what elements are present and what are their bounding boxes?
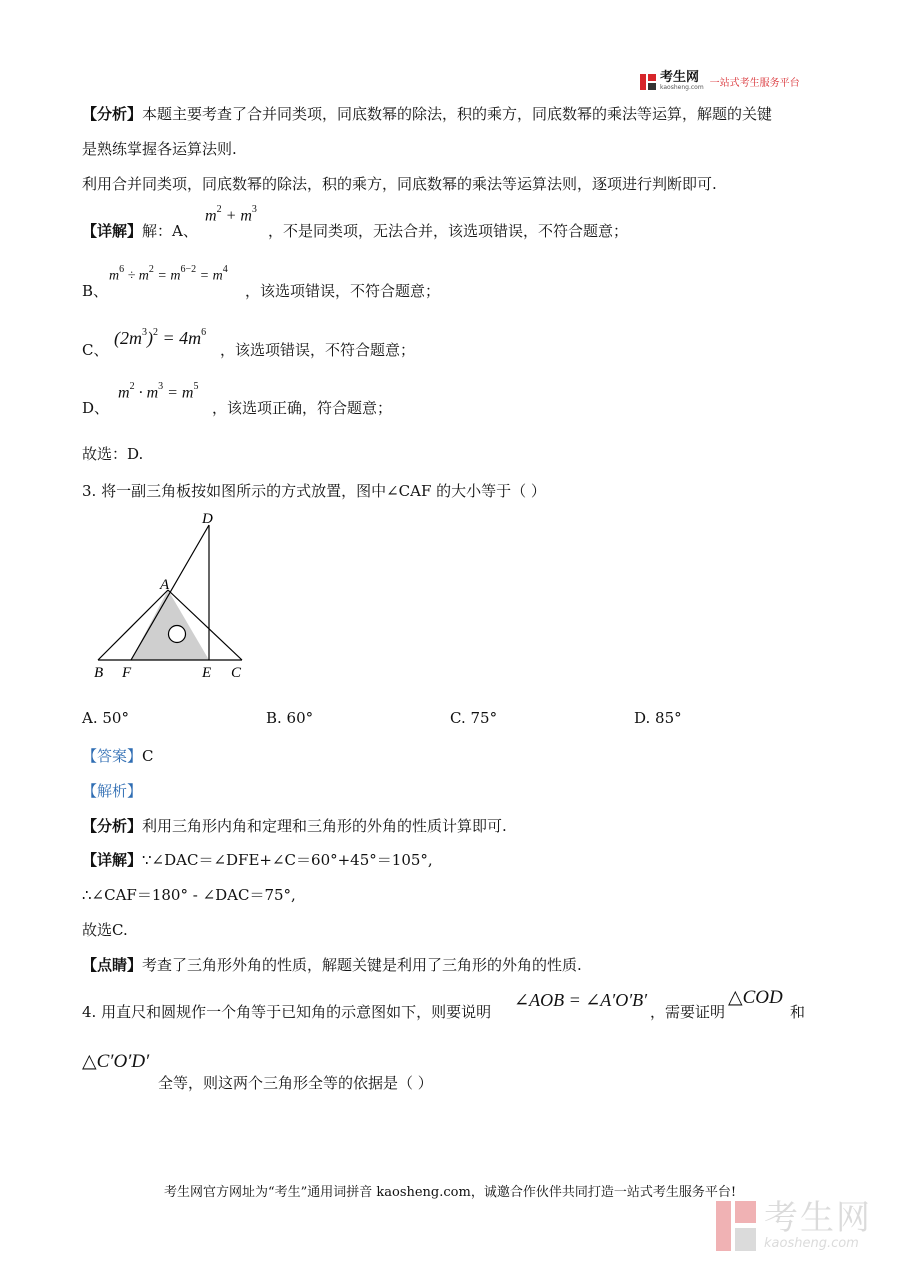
q4-formula-angle: ∠AOB = ∠A′O′B′ bbox=[514, 990, 648, 1010]
label-b: B bbox=[94, 665, 104, 681]
q2-formula-b: $m^6 \div m^2 = m^{6-2} = m^4$ bbox=[109, 264, 228, 284]
q2-b-label: B、 bbox=[82, 282, 109, 300]
label-c: C bbox=[231, 665, 242, 681]
q2-d-text: ，该选项正确，符合题意； bbox=[212, 399, 393, 417]
q2-analysis-line3: 利用合并同类项，同底数幂的除法，积的乘方，同底数幂的乘法等运算法则，逐项进行判断即可. bbox=[82, 175, 717, 193]
q3-explain-tag: 【解析】 bbox=[82, 782, 143, 800]
q4-formula-cod-prime: △C′O′D′ bbox=[82, 1051, 150, 1072]
q2-detail-prefix: 解：A、 bbox=[142, 222, 198, 240]
footer-text: 考生网官方网址为“考生”通用词拼音 kaosheng.com，诚邀合作伙伴共同打造一站式考生服务平台! bbox=[163, 1185, 737, 1200]
shaded-triangle bbox=[131, 590, 209, 660]
q2-a-text: ，不是同类项，无法合并，该选项错误，不符合题意； bbox=[268, 222, 629, 240]
q3-comment-tag: 【点睛】 bbox=[82, 956, 143, 974]
q2-d-label: D、 bbox=[82, 399, 110, 417]
q2-c-label: C、 bbox=[82, 341, 109, 359]
label-d: D bbox=[202, 511, 213, 527]
q2-c-text: ，该选项错误，不符合题意； bbox=[220, 341, 416, 359]
watermark-name: 考生网 bbox=[764, 1198, 872, 1238]
label-f: F bbox=[122, 665, 132, 681]
q3-option-b: B. 60° bbox=[266, 709, 314, 727]
logo-name: 考生网 bbox=[660, 70, 700, 85]
q2-analysis-line1 bbox=[82, 103, 772, 124]
watermark-icon bbox=[716, 1201, 756, 1251]
q3-figure bbox=[90, 505, 255, 685]
q4-formula-cod: △COD bbox=[728, 987, 783, 1008]
q2-choice: 故选：D. bbox=[82, 445, 144, 463]
triangle-hole bbox=[169, 626, 186, 643]
q3-comment bbox=[82, 954, 582, 975]
watermark-site: kaosheng.com bbox=[764, 1236, 859, 1251]
label-a: A bbox=[160, 577, 170, 593]
q4-num: 4. bbox=[82, 1003, 97, 1021]
q3-answer-value: C bbox=[142, 747, 154, 765]
q3-answer-tag: 【答案】 bbox=[82, 747, 143, 765]
logo-slogan: 一站式考生服务平台 bbox=[709, 78, 800, 89]
q2-formula-d: $m^2 \cdot m^3 = m^5$ bbox=[118, 381, 199, 402]
q4-line1 bbox=[82, 1001, 491, 1022]
q2-analysis-tag: 【分析】 bbox=[82, 105, 143, 123]
q3-detail1 bbox=[82, 849, 433, 870]
q3-question: 3. 将一副三角板按如图所示的方式放置，图中∠CAF 的大小等于（ ） bbox=[82, 482, 546, 500]
q3-detail-tag: 【详解】 bbox=[82, 851, 143, 869]
label-e: E bbox=[202, 665, 212, 681]
q3-comment-text: 考查了三角形外角的性质，解题关键是利用了三角形的外角的性质. bbox=[142, 956, 582, 974]
q3-answer bbox=[82, 745, 154, 766]
logo-icon bbox=[640, 74, 656, 90]
q2-formula-c: $(2m^3)^2 = 4m^6$ bbox=[114, 327, 207, 348]
q3-choice: 故选C. bbox=[82, 921, 128, 939]
q3-detail2: ∴∠CAF＝180° - ∠DAC＝75°, bbox=[82, 886, 296, 904]
watermark-logo bbox=[716, 1200, 872, 1251]
q3-detail1-text: ∵∠DAC＝∠DFE+∠C＝60°+45°＝105°, bbox=[142, 851, 433, 869]
q2-detail-tag: 【详解】 bbox=[82, 222, 143, 240]
q2-detail-a bbox=[82, 220, 198, 241]
q2-analysis-text: 本题主要考查了合并同类项，同底数幂的除法，积的乘方，同底数幂的乘法等运算，解题的关键 bbox=[142, 105, 773, 123]
q2-b-text: ，该选项错误，不符合题意； bbox=[245, 282, 441, 300]
q2-formula-a: $m^2 + m^3$ bbox=[205, 204, 257, 225]
q4-text2: ，需要证明 bbox=[650, 1003, 726, 1021]
q3-option-d: D. 85° bbox=[634, 709, 682, 727]
q3-option-c: C. 75° bbox=[450, 709, 498, 727]
q3-option-a: A. 50° bbox=[82, 709, 129, 727]
q3-analysis-tag: 【分析】 bbox=[82, 817, 143, 835]
q3-analysis-text: 利用三角形内角和定理和三角形的外角的性质计算即可. bbox=[142, 817, 507, 835]
header-logo bbox=[640, 72, 800, 91]
logo-site: kaosheng.com bbox=[660, 84, 704, 91]
q4-text3: 和 bbox=[790, 1003, 806, 1021]
q2-analysis-line2: 是熟练掌握各运算法则. bbox=[82, 140, 237, 158]
q4-text4: 全等，则这两个三角形全等的依据是（ ） bbox=[158, 1074, 433, 1092]
q3-analysis bbox=[82, 815, 507, 836]
q4-text1: 用直尺和圆规作一个角等于已知角的示意图如下，则要说明 bbox=[101, 1003, 492, 1021]
